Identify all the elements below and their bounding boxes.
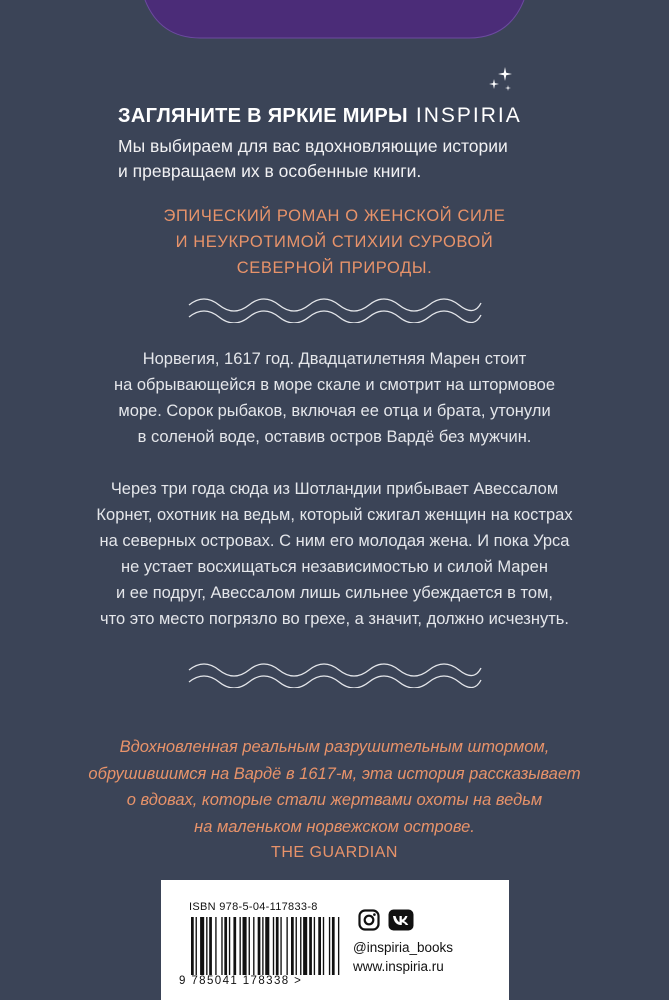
paragraph-line: Норвегия, 1617 год. Двадцатилетняя Марен стоит <box>142 350 527 368</box>
barcode-bar <box>196 917 197 975</box>
barcode-bar <box>314 917 315 975</box>
barcode-bar <box>191 917 194 975</box>
description-paragraph-1 <box>0 346 669 450</box>
barcode-bar <box>291 917 294 975</box>
barcode-bar <box>309 917 312 975</box>
paragraph-line: не устает восхищаться независимостью и силой Марен <box>121 558 548 576</box>
barcode-bar <box>239 917 240 975</box>
barcode-bar <box>276 917 279 975</box>
barcode-bar <box>280 917 281 975</box>
wave-divider-bottom <box>187 660 483 688</box>
quote-line: о вдовах, которые стали жертвами охоты на ведьм <box>126 791 543 809</box>
barcode-bar <box>233 917 236 975</box>
quote-source: THE GUARDIAN <box>271 844 398 861</box>
social-handle[interactable]: @inspiria_books <box>353 940 454 955</box>
vk-icon[interactable] <box>388 909 414 931</box>
series-header <box>118 104 522 128</box>
tagline-line: ЭПИЧЕСКИЙ РОМАН О ЖЕНСКОЙ СИЛЕ <box>163 207 506 225</box>
barcode-bar <box>262 917 263 975</box>
barcode-bar <box>243 917 247 975</box>
quote-line: на маленьком норвежском острове. <box>194 817 475 836</box>
barcode-bar <box>296 917 297 975</box>
barcode-bar <box>221 917 222 975</box>
barcode-bar <box>329 917 330 975</box>
tagline-line: СЕВЕРНОЙ ПРИРОДЫ. <box>236 259 433 277</box>
description-paragraph-2 <box>0 476 669 632</box>
barcode-bar <box>286 917 287 975</box>
paragraph-line: в соленой воде, оставив остров Вардё без мужчин. <box>137 428 532 446</box>
isbn-label: ISBN 978-5-04-117833-8 <box>189 901 318 913</box>
paragraph-line: что это место погрязло во грехе, а значит, должно исчезнуть. <box>100 610 569 628</box>
brand-name: INSPIRIA <box>415 104 522 127</box>
paragraph-line: и ее подруг, Авессалом лишь сильнее убеждается в том, <box>115 584 554 602</box>
tagline-line: И НЕУКРОТИМОЙ СТИХИИ СУРОВОЙ <box>175 233 494 251</box>
series-title: ЗАГЛЯНИТЕ В ЯРКИЕ МИРЫ <box>118 105 408 127</box>
barcode-bar <box>303 917 307 975</box>
barcode-bar <box>318 917 321 975</box>
barcode-number: 9 785041 178338 > <box>179 975 303 987</box>
quote-line: Вдохновленная реальным разрушительным штормом, <box>119 738 550 756</box>
barcode-bar <box>215 917 216 975</box>
sparkle-icon <box>486 64 516 94</box>
publisher-info-box <box>161 880 509 1000</box>
intro-text <box>118 134 598 184</box>
barcode-bar <box>209 917 212 975</box>
top-notch-decoration <box>0 0 669 60</box>
paragraph-line: на северных островах. С ним его молодая жена. И пока Урса <box>99 532 570 550</box>
barcode-bar <box>300 917 301 975</box>
barcode-bar <box>258 917 261 975</box>
website-link[interactable]: www.inspiria.ru <box>353 959 444 974</box>
quote-line: обрушившимся на Вардё в 1617-м, эта история рассказывает <box>88 764 581 783</box>
intro-line: Мы выбираем для вас вдохновляющие истории <box>118 136 508 156</box>
barcode-bar <box>253 917 254 975</box>
paragraph-line: море. Сорок рыбаков, включая ее отца и брата, утонули <box>118 402 551 420</box>
intro-line: и превращаем их в особенные книги. <box>118 161 422 181</box>
paragraph-line: Через три года сюда из Шотландии прибывает Авессалом <box>110 480 559 498</box>
tagline <box>0 203 669 281</box>
barcode-bar <box>265 917 269 975</box>
paragraph-line: на обрывающейся в море скале и смотрит на штормовое <box>113 376 555 394</box>
barcode-bar <box>338 917 339 975</box>
barcode-bar <box>206 917 207 975</box>
paragraph-line: Корнет, охотник на ведьм, который сжигал женщин на кострах <box>96 506 573 524</box>
press-quote <box>0 734 669 840</box>
barcode-bar <box>273 917 274 975</box>
barcode-bar <box>229 917 230 975</box>
barcode-bar <box>224 917 227 975</box>
barcode <box>191 917 341 975</box>
barcode-bar <box>332 917 335 975</box>
wave-divider-top <box>187 295 483 323</box>
barcode-bar <box>249 917 250 975</box>
instagram-icon[interactable] <box>358 909 380 931</box>
barcode-bar <box>323 917 324 975</box>
barcode-bar <box>200 917 204 975</box>
